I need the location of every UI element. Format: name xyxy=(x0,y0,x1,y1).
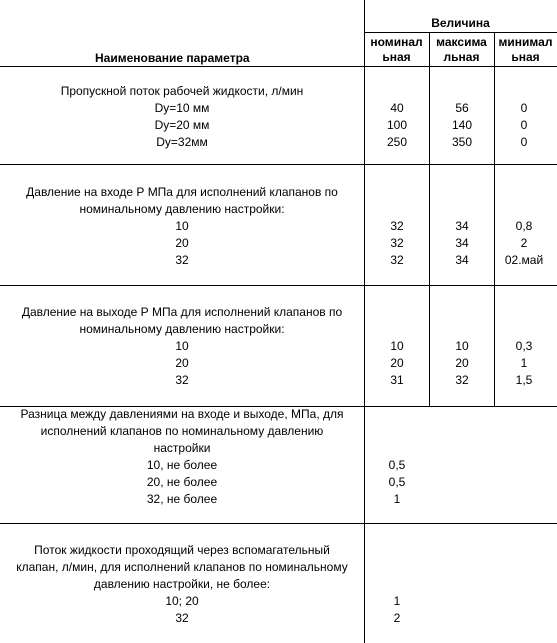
section-2-row-label: 20 xyxy=(175,236,189,250)
cell-maximal: 56 xyxy=(455,101,469,115)
section-2-title-line: номинальному давлению настройки: xyxy=(79,202,285,216)
section-1-row-label: Dy=10 мм xyxy=(154,101,210,115)
section-3-row-label: 32 xyxy=(175,373,189,387)
section-3-title-line: номинальному давлению настройки: xyxy=(79,322,285,336)
cell-minimal: 0 xyxy=(520,135,528,149)
row-divider-section-4 xyxy=(0,523,557,524)
header-value-group: Величина xyxy=(431,16,490,30)
cell-nominal: 10 xyxy=(390,339,404,353)
section-1-row-label: Dy=32мм xyxy=(156,135,208,149)
row-divider-value-group xyxy=(364,32,557,33)
cell-nominal: 0,5 xyxy=(388,475,406,489)
section-4-row-label: 32, не более xyxy=(146,492,218,506)
section-5-title-line: давлению настройки, не более: xyxy=(93,577,271,591)
header-col-minimal-2: ьная xyxy=(511,50,540,64)
column-divider-param xyxy=(364,0,365,643)
row-divider-header xyxy=(0,66,557,67)
row-divider-section-1 xyxy=(0,164,557,165)
section-5-title-line: Поток жидкости проходящий через вспомагательный xyxy=(34,543,330,557)
cell-nominal: 40 xyxy=(390,101,404,115)
cell-minimal: 1,5 xyxy=(515,373,533,387)
header-col-nominal-1: номинал xyxy=(370,35,423,49)
section-3-title-line: Давление на выходе Р МПа для исполнений клапанов по xyxy=(21,305,343,319)
section-5-row-label: 32 xyxy=(175,611,189,625)
section-4-title-line: Разница между давлениями на входе и выходе, МПа, для xyxy=(20,407,344,421)
cell-maximal: 350 xyxy=(451,135,473,149)
cell-nominal: 1 xyxy=(393,594,401,608)
cell-maximal: 32 xyxy=(455,373,469,387)
section-4-title-line: настройки xyxy=(153,441,211,455)
cell-maximal: 20 xyxy=(455,356,469,370)
cell-nominal: 100 xyxy=(386,118,408,132)
cell-nominal: 32 xyxy=(390,253,404,267)
section-2-title-line: Давление на входе Р МПа для исполнений клапанов по xyxy=(26,185,338,199)
cell-minimal: 0,8 xyxy=(515,219,533,233)
row-divider-section-2 xyxy=(0,285,557,286)
cell-nominal: 1 xyxy=(393,492,401,506)
section-1-title-line: Пропускной поток рабочей жидкости, л/мин xyxy=(60,84,304,98)
section-4-row-label: 20, не более xyxy=(146,475,218,489)
section-5-row-label: 10; 20 xyxy=(165,594,199,608)
section-2-row-label: 10 xyxy=(175,219,189,233)
cell-maximal: 34 xyxy=(455,253,469,267)
cell-nominal: 250 xyxy=(386,135,408,149)
cell-maximal: 140 xyxy=(451,118,473,132)
section-1-row-label: Dy=20 мм xyxy=(154,118,210,132)
cell-minimal: 02.май xyxy=(504,253,544,267)
header-col-nominal-2: ьная xyxy=(382,50,411,64)
section-3-row-label: 10 xyxy=(175,339,189,353)
cell-nominal: 32 xyxy=(390,236,404,250)
section-2-row-label: 32 xyxy=(175,253,189,267)
cell-minimal: 1 xyxy=(520,356,528,370)
header-col-maximal-1: максима xyxy=(436,35,487,49)
section-3-row-label: 20 xyxy=(175,356,189,370)
cell-maximal: 34 xyxy=(455,236,469,250)
cell-maximal: 34 xyxy=(455,219,469,233)
cell-maximal: 10 xyxy=(455,339,469,353)
header-col-minimal-1: минимал xyxy=(498,35,553,49)
cell-nominal: 20 xyxy=(390,356,404,370)
header-col-maximal-2: льная xyxy=(443,50,480,64)
cell-nominal: 32 xyxy=(390,219,404,233)
cell-minimal: 0,3 xyxy=(515,339,533,353)
section-4-row-label: 10, не более xyxy=(146,458,218,472)
cell-nominal: 0,5 xyxy=(388,458,406,472)
cell-minimal: 0 xyxy=(520,101,528,115)
cell-minimal: 0 xyxy=(520,118,528,132)
header-param-name: Наименование параметра xyxy=(95,51,250,65)
section-4-title-line: исполнений клапанов по номинальному давлению xyxy=(40,424,324,438)
cell-nominal: 2 xyxy=(393,611,401,625)
cell-nominal: 31 xyxy=(390,373,404,387)
section-5-title-line: клапан, л/мин, для исполнений клапанов по номинальному xyxy=(16,560,348,574)
cell-minimal: 2 xyxy=(520,236,528,250)
